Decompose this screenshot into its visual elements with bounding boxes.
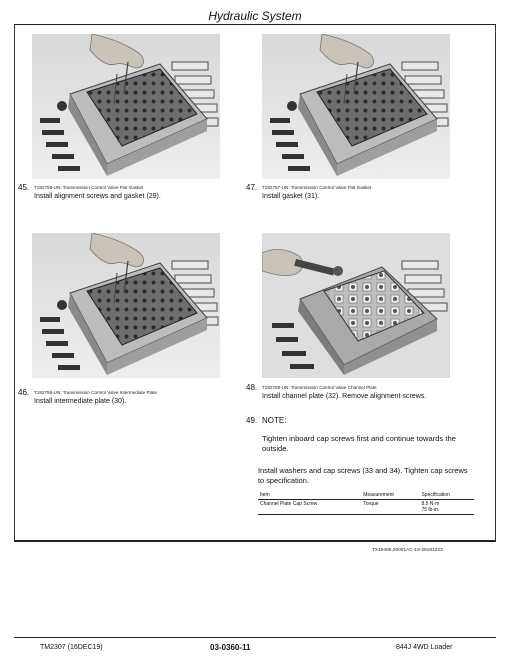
step-45-figure-id: T182755-UN: Transmission Control Valve Flat Gasket	[34, 185, 144, 190]
step-45-photo	[32, 34, 220, 179]
step-48-instruction: Install channel plate (32). Remove alignment screws.	[262, 393, 427, 400]
step-47-photo	[262, 34, 450, 179]
torque-spec-table	[258, 491, 474, 515]
spec-table-header-row	[258, 491, 474, 500]
step-48-number: 48.	[246, 383, 258, 392]
step-48-photo	[262, 233, 450, 378]
table-row	[258, 500, 474, 515]
spec-cell-measurement: Torque	[361, 500, 419, 515]
spec-header-specification: Specification	[419, 491, 474, 500]
footer-machine-model: 844J 4WD Loader	[396, 644, 453, 651]
note-text: Tighten inboard cap screws first and continue towards the outside.	[262, 434, 456, 453]
step-49-number: 49.	[246, 416, 258, 425]
footer-page-number: 03-0360-11	[210, 643, 251, 652]
page-header-title: Hydraulic System	[208, 9, 302, 23]
step-45-number: 45.	[18, 183, 30, 192]
step-46-photo	[32, 233, 220, 378]
reference-code: TX19495,00001AC-19-29181223	[372, 548, 443, 553]
footer-manual-id: TM2307 (16DEC19)	[40, 644, 103, 651]
step-48-figure-id: T182758-UN: Transmission Control Valve Channel Plate	[262, 385, 377, 390]
step-47-instruction: Install gasket (31).	[262, 193, 320, 200]
spec-value-imperial: 75 lb-in.	[421, 507, 440, 513]
torque-spec-block	[258, 466, 478, 526]
note-label: NOTE:	[262, 416, 287, 425]
spec-header-item: Item	[258, 491, 361, 500]
step-47-number: 47.	[246, 183, 258, 192]
footer-rule	[14, 637, 496, 638]
spec-instruction: Install washers and cap screws (33 and 34). Tighten cap screws to specification.	[258, 466, 468, 485]
spec-cell-specification	[419, 500, 474, 515]
step-46-instruction: Install intermediate plate (30).	[34, 398, 127, 405]
spec-value-metric: 8.5 N·m	[421, 501, 440, 507]
spec-cell-item: Channel Plate Cap Screw	[258, 500, 361, 515]
spec-header-measurement: Measurement	[361, 491, 419, 500]
step-46-number: 46.	[18, 388, 30, 397]
step-45-instruction: Install alignment screws and gasket (29).	[34, 193, 161, 200]
step-46-figure-id: T182756-UN: Transmission Control Valve Intermediate Plate	[34, 390, 157, 395]
step-47-figure-id: T182757-UN: Transmission Control Valve Flat Gasket	[262, 185, 372, 190]
